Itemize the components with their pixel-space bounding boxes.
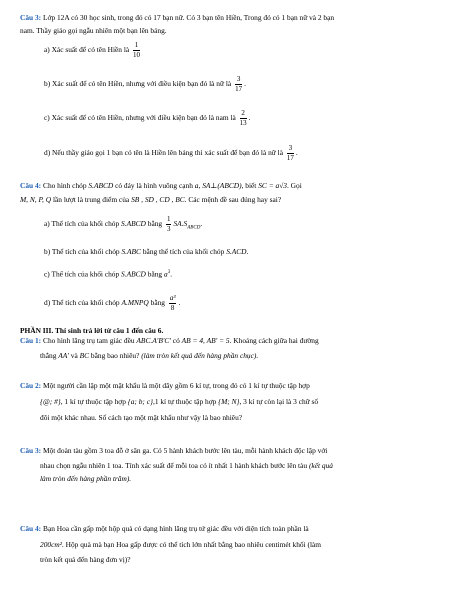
p3-question-3-line-2: nhau chọn ngẫu nhiên 1 toa. Tính xác suất để mỗi toa có ít nhất 1 hành khách bước lên tàu (kết quả: [40, 461, 333, 470]
question-4-line-2: M, N, P, Q lần lượt là trung điểm của SB , SD , CD , BC. Các mệnh đề sau đúng hay sai?: [20, 195, 282, 204]
question-label: Câu 1:: [20, 336, 42, 345]
question-text: nam. Thầy giáo gọi ngẫu nhiên một bạn lên bảng.: [20, 26, 167, 35]
question-text: Lớp 12A có 30 học sinh, trong đó có 17 bạn nữ. Có 3 bạn tên Hiền, Trong đó có 1 bạn nữ và 2 bạn: [43, 13, 335, 22]
p3-question-1-line-2: thẳng AA' và BC bằng bao nhiêu? (làm tròn kết quả đến hàng phần chục).: [40, 351, 259, 360]
statement-text: a) Xác suất để có tên Hiền là: [44, 45, 130, 55]
question-3-line-1: [20, 14, 334, 21]
statement-text: c) Xác suất để có tên Hiền, nhưng với điều kiện bạn đó là nam là: [44, 113, 236, 123]
question-label: Câu 3:: [20, 446, 42, 455]
statement-b: b) Thể tích của khối chóp S.ABC bằng thể tích của khối chóp S.ACD.: [44, 247, 249, 256]
statement-a: a) Thể tích của khối chóp S.ABCD bằng $\frac{1}{3}$ $SA.S_{ABCD}$.: [44, 215, 203, 233]
p3-question-2-line-1: Câu 2: Một người cần lập một mật khẩu là một dãy gồm 6 kí tự, trong đó có 1 kí tự thuộc tập hợp: [20, 381, 310, 390]
statement-c: c) Thể tích của khối chóp S.ABCD bằng $a^3$.: [44, 269, 173, 279]
statement-b: b) Xác suất để có tên Hiền, nhưng với điều kiện bạn đó là nữ là $\frac{3}{17}$ .: [44, 75, 246, 93]
question-3-line-2: [20, 27, 167, 34]
p3-question-3-line-1: Câu 3: Một đoàn tàu gồm 3 toa đỗ ở sân ga. Có 5 hành khách bước lên tàu, mỗi hành khách độc lập với: [20, 446, 328, 455]
p3-question-4-line-2: 200cm². Hộp quà mà bạn Hoa gấp được có thể tích lớn nhất bằng bao nhiêu centimét khối (làm: [40, 540, 322, 549]
fraction: $\frac{2}{13}$: [239, 109, 247, 127]
fraction: $\frac{1}{10}$: [133, 41, 141, 59]
statement-a: [44, 42, 142, 59]
question-label: Câu 4:: [20, 181, 42, 190]
p3-question-2-line-2: {@; #}, 1 kí tự thuộc tập hợp {a; b; c},1 kí tự thuộc tập hợp {M; N}, 3 kí tự còn lại là 3 chữ số: [40, 397, 319, 406]
p3-question-4-line-3: tròn kết quả đến hàng đơn vị)?: [40, 555, 131, 564]
p3-question-3-line-3: làm tròn đến hàng phần trăm).: [40, 474, 132, 483]
p3-question-2-line-3: đôi một khác nhau. Số cách tạo một mật khẩu như vậy là bao nhiêu?: [40, 413, 243, 422]
statement-c: c) Xác suất để có tên Hiền, nhưng với điều kiện bạn đó là nam là $\frac{2}{13}$ .: [44, 109, 251, 127]
p3-question-1-line-1: Câu 1: Cho hình lăng trụ tam giác đều ABC.A'B'C' có AB = 4, AB' = 5. Khoảng cách giữa hai đường: [20, 336, 319, 345]
statement-d: d) Nếu thầy giáo gọi 1 bạn có tên là Hiền lên bảng thì xác suất để bạn đó là nữ là $\frac{3}{17}$ .: [44, 144, 298, 162]
question-label: Câu 4:: [20, 524, 42, 533]
statement-text: d) Nếu thầy giáo gọi 1 bạn có tên là Hiền lên bảng thì xác suất để bạn đó là nữ là: [44, 148, 283, 158]
fraction: $\frac{3}{17}$: [286, 144, 294, 162]
fraction: $\frac{\text{a³}}{8}$: [169, 294, 176, 312]
statement-d: d) Thể tích của khối chóp A.MNPQ bằng $\frac{\text{a³}}{8}$ .: [44, 294, 181, 312]
question-label: Câu 3:: [20, 13, 42, 22]
statement-text: b) Xác suất để có tên Hiền, nhưng với điều kiện bạn đó là nữ là: [44, 79, 232, 89]
question-label: Câu 2:: [20, 381, 42, 390]
fraction: $\frac{3}{17}$: [235, 75, 243, 93]
p3-question-4-line-1: Câu 4: Bạn Hoa cần gấp một hộp quà có dạng hình lăng trụ tứ giác đều với diện tích toàn phần là: [20, 524, 309, 533]
question-4-line-1: Câu 4: Cho hình chóp S.ABCD có đáy là hình vuông cạnh a, SA⊥(ABCD), biết SC = a√3. Gọi: [20, 181, 302, 190]
fraction: $\frac{1}{3}$: [166, 215, 171, 233]
section-heading: PHẦN III. Thí sinh trả lời từ câu 1 đến câu 6.: [20, 326, 164, 335]
